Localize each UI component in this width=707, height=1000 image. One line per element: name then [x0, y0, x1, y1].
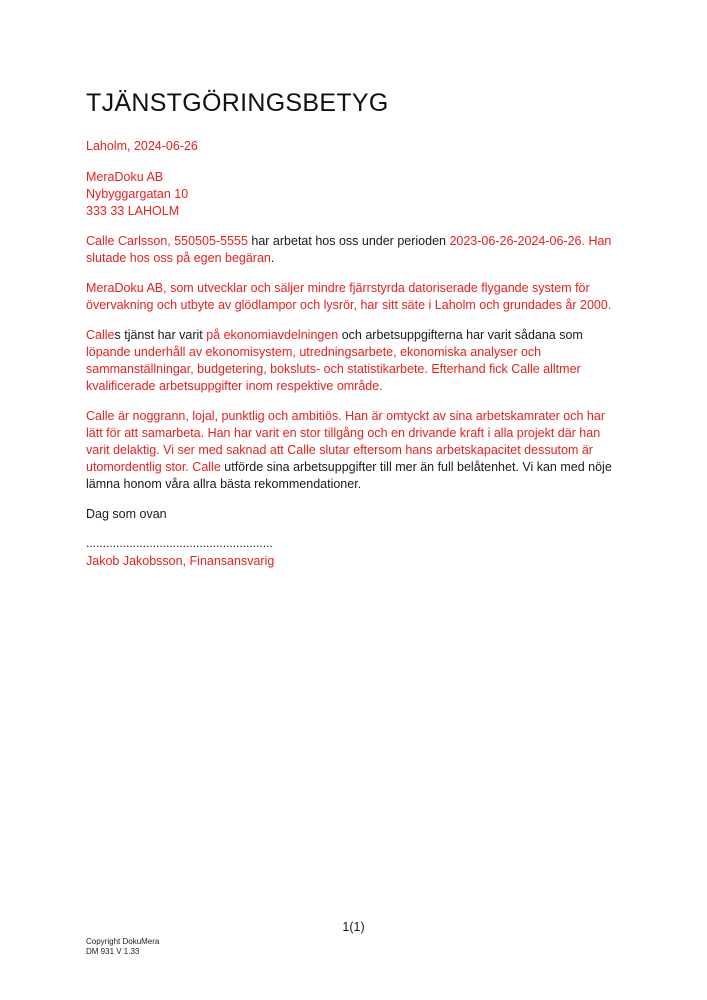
- closing-line: Dag som ovan: [86, 507, 167, 521]
- employment-end: .: [270, 251, 275, 265]
- duties-text-2: och arbetsuppgifterna har varit sådana som: [338, 328, 583, 342]
- paragraph-assessment: [86, 408, 616, 493]
- place-date: Laholm, 2024-06-26: [86, 139, 198, 153]
- recommendation-text: utförde sina arbetsuppgifter till mer än full belåtenhet. Vi kan med nöje lämna honom våra allra bästa rekommendationer.: [86, 460, 612, 491]
- document-title: TJÄNSTGÖRINGSBETYG: [86, 89, 389, 117]
- company-street: Nybyggargatan 10: [86, 187, 189, 201]
- paragraph-duties: [86, 327, 616, 395]
- paragraph-company: MeraDoku AB, som utvecklar och säljer mindre fjärrstyrda datoriserade flygande system för övervakning och utbyte av glödlampor och lysrör, har sitt säte i Laholm och grundades år 2000.: [86, 281, 612, 312]
- footer: [86, 937, 159, 957]
- signature-line: ........................................................: [86, 536, 273, 550]
- footer-copyright: Copyright DokuMera: [86, 937, 160, 946]
- paragraph-employment: [86, 233, 616, 267]
- assessment-text: Calle är noggrann, lojal, punktlig och ambitiös. Han är omtyckt av sina arbetskamrater och har lätt för att samarbeta. Han har varit en stor tillgång och en drivande kraft i alla projekt där han varit delaktig. Vi ser med saknad att Calle slutar eftersom hans arbetskapacitet dessutom är utomordentlig stor. Calle: [86, 409, 606, 474]
- page-number: 1(1): [342, 920, 365, 934]
- employee-name: Calle: [86, 328, 115, 342]
- employment-period: 2023-06-26-2024-06-26. Han slutade hos oss på egen begäran: [86, 234, 612, 265]
- company-address: [86, 169, 616, 220]
- department: på ekonomiavdelningen: [206, 328, 339, 342]
- employee-identity: Calle Carlsson, 550505-5555: [86, 234, 248, 248]
- employment-text: har arbetat hos oss under perioden: [247, 234, 450, 248]
- company-postal: 333 33 LAHOLM: [86, 204, 180, 218]
- footer-doc-id: DM 931 V 1.33: [86, 947, 140, 956]
- company-name: MeraDoku AB: [86, 170, 164, 184]
- signer-name: Jakob Jakobsson, Finansansvarig: [86, 554, 275, 568]
- duties-list: löpande underhåll av ekonomisystem, utredningsarbete, ekonomiska analyser och sammanställningar, budgetering, boksluts- och statistikarbete. Efterhand fick Calle alltmer kvalificerade arbetsuppgifter inom respektive område.: [86, 345, 581, 393]
- duties-text-1: s tjänst har varit: [114, 328, 207, 342]
